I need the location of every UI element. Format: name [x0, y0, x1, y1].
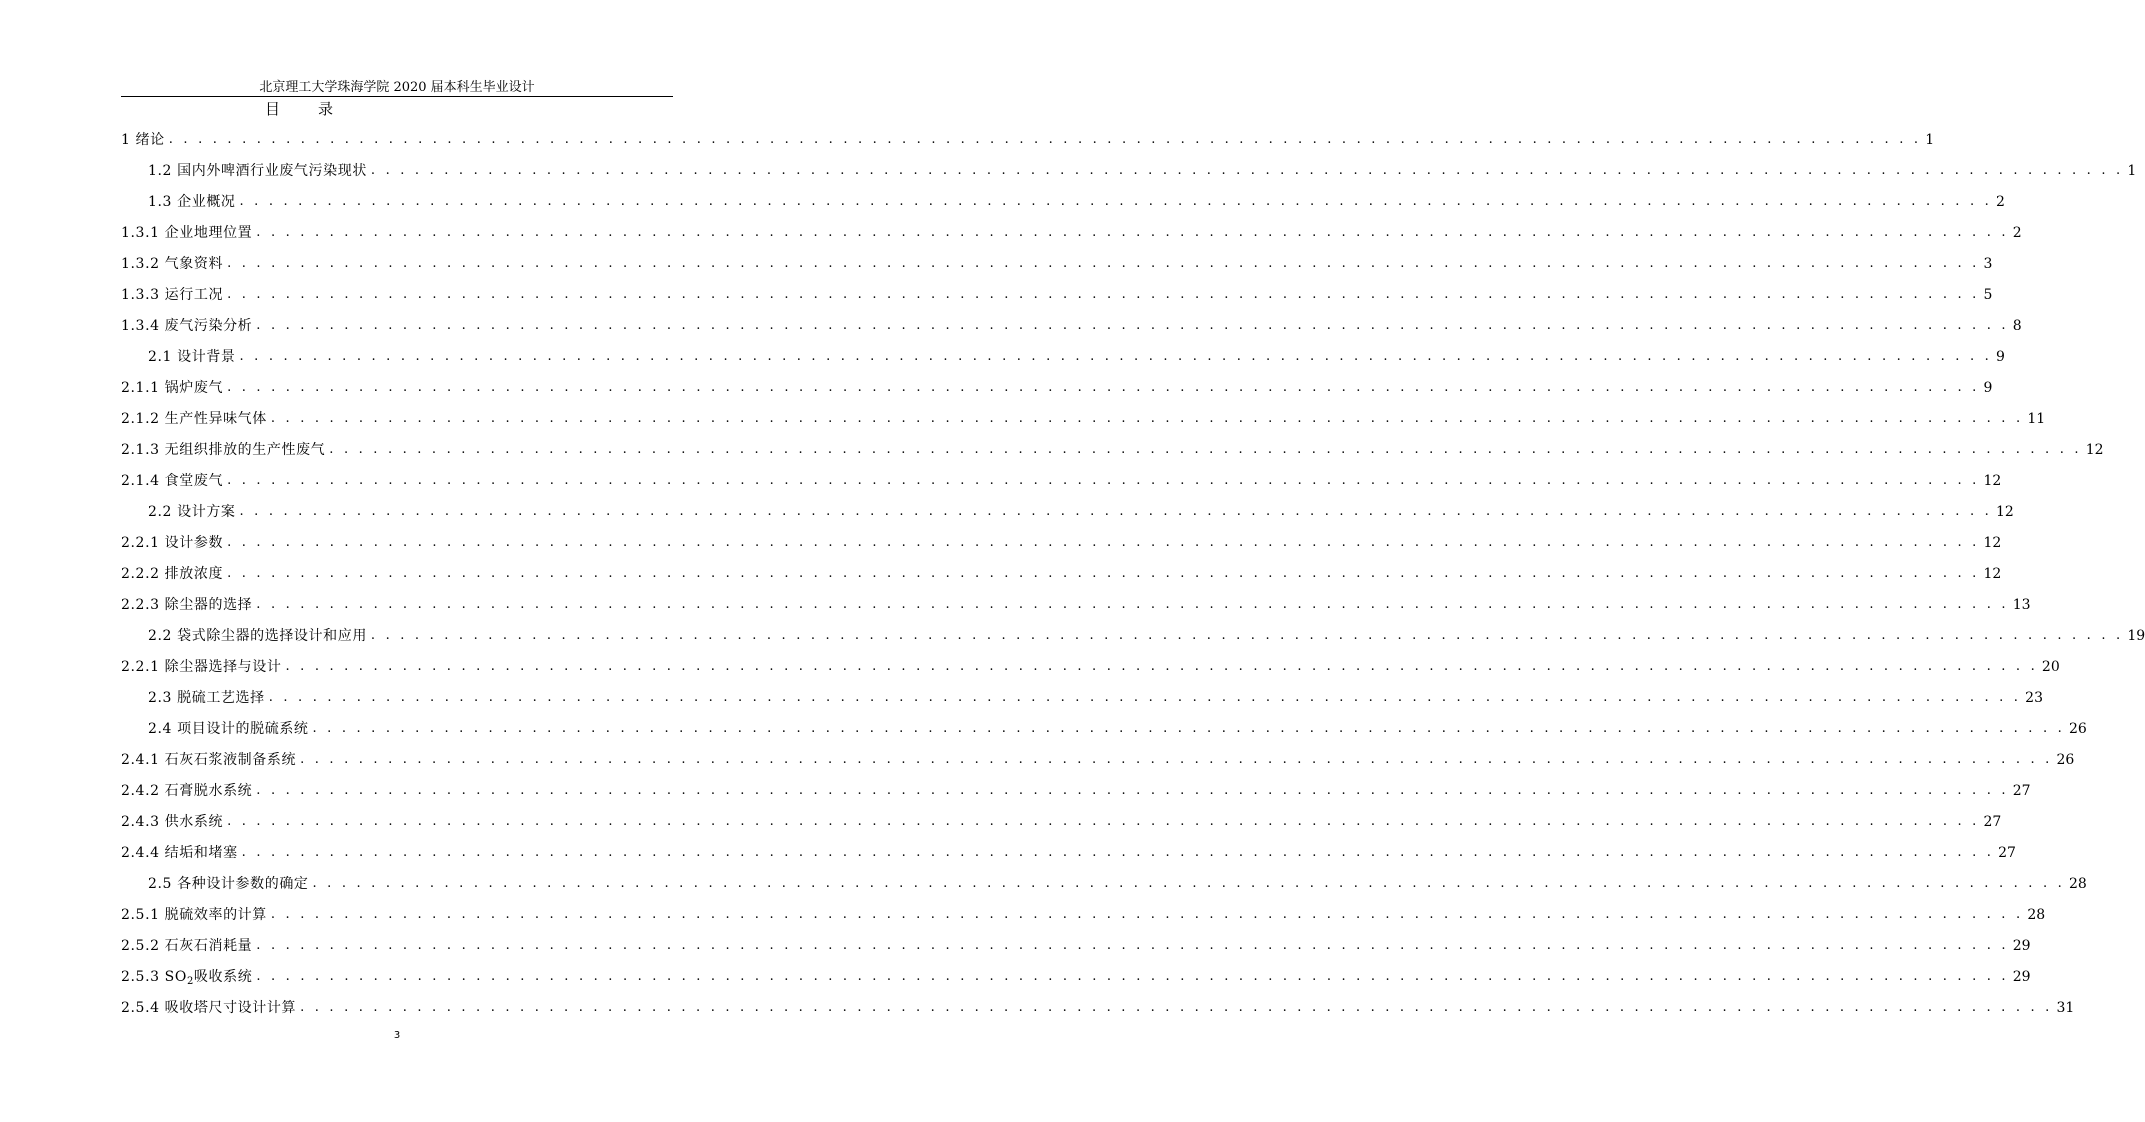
toc-entry[interactable] — [121, 868, 2087, 899]
toc-entry-label — [121, 472, 223, 490]
toc-entry-page: 1 — [1925, 131, 1935, 148]
toc-entry[interactable] — [121, 372, 1993, 403]
toc-entry[interactable] — [121, 248, 1993, 279]
page-header: 北京理工大学珠海学院 2020 届本科生毕业设计 — [259, 80, 535, 95]
toc-entry-page: 29 — [2012, 968, 2031, 985]
toc-dot-leader: . . . . . . . . . . . . . . . . . . . . . . . . . . . . . . . . . . . . . . . . . . . . . . . . . . . . . . . . . . . . . . . . . . . . . . . . . . . . . . . . . . . . . . . . . . . . . . . . . . . . . . . . . . . . . . . . . . . . . . . . — [227, 286, 1980, 302]
toc-dot-leader: . . . . . . . . . . . . . . . . . . . . . . . . . . . . . . . . . . . . . . . . . . . . . . . . . . . . . . . . . . . . . . . . . . . . . . . . . . . . . . . . . . . . . . . . . . . . . . . . . . . . . . . . . . . . . . . . . . . . . . . . — [300, 751, 2053, 767]
toc-entry-page: 13 — [2012, 596, 2031, 613]
toc-entry-page: 20 — [2041, 658, 2060, 675]
toc-entry-page: 8 — [2012, 317, 2022, 334]
toc-entry-label — [121, 286, 223, 304]
toc-dot-leader: . . . . . . . . . . . . . . . . . . . . . . . . . . . . . . . . . . . . . . . . . . . . . . . . . . . . . . . . . . . . . . . . . . . . . . . . . . . . . . . . . . . . . . . . . . . . . . . . . . . . . . . . . . . . . . . . . . . . . . . . — [256, 224, 2009, 240]
toc-dot-leader: . . . . . . . . . . . . . . . . . . . . . . . . . . . . . . . . . . . . . . . . . . . . . . . . . . . . . . . . . . . . . . . . . . . . . . . . . . . . . . . . . . . . . . . . . . . . . . . . . . . . . . . . . . . . . . . . . . . . . . . . — [239, 348, 1992, 364]
toc-entry-label — [148, 162, 367, 180]
toc-entry-page: 11 — [2027, 410, 2046, 427]
toc-dot-leader: . . . . . . . . . . . . . . . . . . . . . . . . . . . . . . . . . . . . . . . . . . . . . . . . . . . . . . . . . . . . . . . . . . . . . . . . . . . . . . . . . . . . . . . . . . . . . . . . . . . . . . . . . . . . . . . . . . . . . . . . — [300, 999, 2053, 1015]
toc-entry-label-text: 2.1 设计背景 — [148, 348, 236, 365]
toc-dot-leader: . . . . . . . . . . . . . . . . . . . . . . . . . . . . . . . . . . . . . . . . . . . . . . . . . . . . . . . . . . . . . . . . . . . . . . . . . . . . . . . . . . . . . . . . . . . . . . . . . . . . . . . . . . . . . . . . . . . . . . . . — [239, 503, 1992, 519]
toc-entry-label — [121, 565, 223, 583]
toc-entry-label-text: 2.1.3 无组织排放的生产性废气 — [121, 441, 326, 458]
toc-entry-label-text: 1.3 企业概况 — [148, 193, 236, 210]
toc-entry-label — [121, 844, 238, 862]
toc-dot-leader: . . . . . . . . . . . . . . . . . . . . . . . . . . . . . . . . . . . . . . . . . . . . . . . . . . . . . . . . . . . . . . . . . . . . . . . . . . . . . . . . . . . . . . . . . . . . . . . . . . . . . . . . . . . . . . . . . . . . . . . . — [270, 906, 2024, 922]
toc-entry[interactable] — [121, 837, 2016, 868]
toc-entry[interactable] — [121, 806, 2002, 837]
toc-entry-label-text: 1.2 国内外啤酒行业废气污染现状 — [148, 162, 367, 179]
header-rule — [121, 96, 673, 97]
toc-entry-label — [121, 813, 223, 831]
toc-dot-leader: . . . . . . . . . . . . . . . . . . . . . . . . . . . . . . . . . . . . . . . . . . . . . . . . . . . . . . . . . . . . . . . . . . . . . . . . . . . . . . . . . . . . . . . . . . . . . . . . . . . . . . . . . . . . . . . . . . . . . . . . — [312, 875, 2065, 891]
toc-entry[interactable] — [121, 682, 2043, 713]
toc-entry-label-text: 2.2.1 除尘器选择与设计 — [121, 658, 282, 675]
toc-entry-label-text: 2.2.3 除尘器的选择 — [121, 596, 253, 613]
toc-entry-label — [148, 348, 236, 366]
toc-entry-page: 28 — [2027, 906, 2046, 923]
toc-entry-label-text: 1.3.2 气象资料 — [121, 255, 224, 272]
toc-entry-label — [121, 751, 296, 769]
toc-entry-label — [121, 410, 267, 428]
toc-entry-page: 3 — [1983, 255, 1993, 272]
toc-dot-leader: . . . . . . . . . . . . . . . . . . . . . . . . . . . . . . . . . . . . . . . . . . . . . . . . . . . . . . . . . . . . . . . . . . . . . . . . . . . . . . . . . . . . . . . . . . . . . . . . . . . . . . . . . . . . . . . . . . . . . . . . — [256, 937, 2009, 953]
toc-entry[interactable] — [121, 558, 2002, 589]
toc-entry-label-text: 2.3 脱硫工艺选择 — [148, 689, 265, 706]
toc-title-left: 目 — [265, 100, 281, 118]
toc-entry-label-text: 2.5.3 SO — [121, 968, 187, 985]
toc-entry-label — [121, 596, 252, 614]
toc-entry-page: 26 — [2056, 751, 2075, 768]
toc-entry-page: 19 — [2127, 627, 2145, 644]
toc-entry-page: 2 — [2012, 224, 2022, 241]
toc-entry[interactable] — [121, 713, 2087, 744]
toc-entry[interactable] — [121, 899, 2046, 930]
toc-entry-label-text: 2.2 设计方案 — [148, 503, 236, 520]
toc-entry-page: 12 — [1983, 472, 2002, 489]
toc-dot-leader: . . . . . . . . . . . . . . . . . . . . . . . . . . . . . . . . . . . . . . . . . . . . . . . . . . . . . . . . . . . . . . . . . . . . . . . . . . . . . . . . . . . . . . . . . . . . . . . . . . . . . . . . . . . . . . . . . . . . . . . . — [268, 689, 2022, 705]
toc-entry[interactable] — [121, 961, 2031, 992]
table-of-contents — [121, 124, 2145, 1023]
toc-entry-label-text: 1.3.4 废气污染分析 — [121, 317, 253, 334]
toc-entry-label — [121, 782, 252, 800]
toc-entry-label — [148, 875, 309, 893]
toc-entry[interactable] — [121, 527, 2002, 558]
toc-entry-label — [121, 317, 252, 335]
toc-entry-page: 12 — [1983, 534, 2002, 551]
toc-entry-label-text: 2.4.4 结垢和堵塞 — [121, 844, 238, 861]
toc-entry-label-text: 2.5.1 脱硫效率的计算 — [121, 906, 267, 923]
toc-entry[interactable] — [121, 155, 2137, 186]
toc-entry-label — [121, 937, 252, 955]
toc-entry[interactable] — [121, 403, 2046, 434]
toc-entry-label — [121, 379, 223, 397]
toc-dot-leader: . . . . . . . . . . . . . . . . . . . . . . . . . . . . . . . . . . . . . . . . . . . . . . . . . . . . . . . . . . . . . . . . . . . . . . . . . . . . . . . . . . . . . . . . . . . . . . . . . . . . . . . . . . . . . . . . . . . . . . . . — [168, 131, 1922, 147]
toc-entry-page: 2 — [1995, 193, 2005, 210]
toc-entry-page: 12 — [1995, 503, 2014, 520]
toc-entry[interactable] — [121, 589, 2031, 620]
toc-entry-label-text: 2.2 袋式除尘器的选择设计和应用 — [148, 627, 367, 644]
toc-entry-page: 27 — [2012, 782, 2031, 799]
toc-entry-label-text: 1.3.1 企业地理位置 — [121, 224, 253, 241]
toc-entry-label-text: 2.1.1 锅炉废气 — [121, 379, 224, 396]
toc-entry-label — [121, 658, 281, 676]
toc-entry[interactable] — [121, 651, 2060, 682]
toc-dot-leader: . . . . . . . . . . . . . . . . . . . . . . . . . . . . . . . . . . . . . . . . . . . . . . . . . . . . . . . . . . . . . . . . . . . . . . . . . . . . . . . . . . . . . . . . . . . . . . . . . . . . . . . . . . . . . . . . . . . . . . . . — [227, 472, 1980, 488]
toc-dot-leader: . . . . . . . . . . . . . . . . . . . . . . . . . . . . . . . . . . . . . . . . . . . . . . . . . . . . . . . . . . . . . . . . . . . . . . . . . . . . . . . . . . . . . . . . . . . . . . . . . . . . . . . . . . . . . . . . . . . . . . . . — [241, 844, 1995, 860]
toc-dot-leader: . . . . . . . . . . . . . . . . . . . . . . . . . . . . . . . . . . . . . . . . . . . . . . . . . . . . . . . . . . . . . . . . . . . . . . . . . . . . . . . . . . . . . . . . . . . . . . . . . . . . . . . . . . . . . . . . . . . . . . . . — [256, 596, 2009, 612]
toc-entry-label — [121, 224, 252, 242]
toc-dot-leader: . . . . . . . . . . . . . . . . . . . . . . . . . . . . . . . . . . . . . . . . . . . . . . . . . . . . . . . . . . . . . . . . . . . . . . . . . . . . . . . . . . . . . . . . . . . . . . . . . . . . . . . . . . . . . . . . . . . . . . . . — [256, 317, 2009, 333]
toc-entry-label-text: 2.5.4 吸收塔尺寸设计计算 — [121, 999, 297, 1016]
toc-entry-page: 1 — [2127, 162, 2137, 179]
toc-title-right: 录 — [318, 100, 334, 118]
toc-entry-label — [148, 503, 236, 521]
toc-entry-label-text: 2.4.2 石膏脱水系统 — [121, 782, 253, 799]
toc-dot-leader: . . . . . . . . . . . . . . . . . . . . . . . . . . . . . . . . . . . . . . . . . . . . . . . . . . . . . . . . . . . . . . . . . . . . . . . . . . . . . . . . . . . . . . . . . . . . . . . . . . . . . . . . . . . . . . . . . . . . . . . . — [285, 658, 2038, 674]
toc-entry-label-text: 1 绪论 — [121, 131, 165, 148]
toc-dot-leader: . . . . . . . . . . . . . . . . . . . . . . . . . . . . . . . . . . . . . . . . . . . . . . . . . . . . . . . . . . . . . . . . . . . . . . . . . . . . . . . . . . . . . . . . . . . . . . . . . . . . . . . . . . . . . . . . . . . . . . . . — [227, 379, 1980, 395]
toc-entry[interactable] — [121, 992, 2075, 1023]
toc-entry-label — [121, 255, 223, 273]
toc-entry-label — [121, 906, 267, 924]
toc-entry-label-suffix: 吸收系统 — [193, 968, 253, 985]
toc-entry-label — [121, 441, 325, 459]
toc-dot-leader: . . . . . . . . . . . . . . . . . . . . . . . . . . . . . . . . . . . . . . . . . . . . . . . . . . . . . . . . . . . . . . . . . . . . . . . . . . . . . . . . . . . . . . . . . . . . . . . . . . . . . . . . . . . . . . . . . . . . . . . . — [270, 410, 2024, 426]
toc-entry-label-text: 2.5 各种设计参数的确定 — [148, 875, 309, 892]
toc-entry-label-text: 2.4.1 石灰石浆液制备系统 — [121, 751, 297, 768]
toc-entry-label — [121, 968, 252, 986]
toc-dot-leader: . . . . . . . . . . . . . . . . . . . . . . . . . . . . . . . . . . . . . . . . . . . . . . . . . . . . . . . . . . . . . . . . . . . . . . . . . . . . . . . . . . . . . . . . . . . . . . . . . . . . . . . . . . . . . . . . . . . . . . . . — [227, 813, 1980, 829]
toc-entry-page: 31 — [2056, 999, 2075, 1016]
toc-entry[interactable] — [121, 930, 2031, 961]
toc-entry[interactable] — [121, 775, 2031, 806]
toc-entry-page: 5 — [1983, 286, 1993, 303]
toc-dot-leader: . . . . . . . . . . . . . . . . . . . . . . . . . . . . . . . . . . . . . . . . . . . . . . . . . . . . . . . . . . . . . . . . . . . . . . . . . . . . . . . . . . . . . . . . . . . . . . . . . . . . . . . . . . . . . . . . . . . . . . . . — [256, 782, 2009, 798]
toc-entry-label-text: 1.3.3 运行工况 — [121, 286, 224, 303]
toc-title — [265, 100, 333, 118]
toc-entry-label — [121, 131, 165, 149]
toc-entry-page: 28 — [2068, 875, 2087, 892]
toc-dot-leader: . . . . . . . . . . . . . . . . . . . . . . . . . . . . . . . . . . . . . . . . . . . . . . . . . . . . . . . . . . . . . . . . . . . . . . . . . . . . . . . . . . . . . . . . . . . . . . . . . . . . . . . . . . . . . . . . . . . . . . . . — [370, 162, 2124, 178]
toc-entry[interactable] — [121, 217, 2022, 248]
toc-dot-leader: . . . . . . . . . . . . . . . . . . . . . . . . . . . . . . . . . . . . . . . . . . . . . . . . . . . . . . . . . . . . . . . . . . . . . . . . . . . . . . . . . . . . . . . . . . . . . . . . . . . . . . . . . . . . . . . . . . . . . . . . — [227, 534, 1980, 550]
toc-entry[interactable] — [121, 341, 2005, 372]
toc-entry-page: 27 — [1998, 844, 2016, 861]
toc-dot-leader: . . . . . . . . . . . . . . . . . . . . . . . . . . . . . . . . . . . . . . . . . . . . . . . . . . . . . . . . . . . . . . . . . . . . . . . . . . . . . . . . . . . . . . . . . . . . . . . . . . . . . . . . . . . . . . . . . . . . . . . . — [227, 565, 1980, 581]
toc-entry-page: 9 — [1995, 348, 2005, 365]
toc-entry-page: 9 — [1983, 379, 1993, 396]
toc-entry-label-subscript: 2 — [186, 975, 194, 987]
toc-entry[interactable] — [121, 310, 2022, 341]
toc-dot-leader: . . . . . . . . . . . . . . . . . . . . . . . . . . . . . . . . . . . . . . . . . . . . . . . . . . . . . . . . . . . . . . . . . . . . . . . . . . . . . . . . . . . . . . . . . . . . . . . . . . . . . . . . . . . . . . . . . . . . . . . . — [256, 968, 2009, 984]
toc-entry-label-text: 2.1.4 食堂废气 — [121, 472, 224, 489]
toc-entry-label — [148, 720, 309, 738]
toc-entry-label — [121, 999, 296, 1017]
toc-entry[interactable] — [121, 496, 2014, 527]
toc-entry[interactable] — [121, 744, 2075, 775]
page-number: 3 — [393, 1030, 401, 1041]
toc-entry[interactable] — [121, 465, 2002, 496]
toc-entry[interactable] — [121, 124, 1935, 155]
toc-dot-leader: . . . . . . . . . . . . . . . . . . . . . . . . . . . . . . . . . . . . . . . . . . . . . . . . . . . . . . . . . . . . . . . . . . . . . . . . . . . . . . . . . . . . . . . . . . . . . . . . . . . . . . . . . . . . . . . . . . . . . . . . — [239, 193, 1992, 209]
toc-dot-leader: . . . . . . . . . . . . . . . . . . . . . . . . . . . . . . . . . . . . . . . . . . . . . . . . . . . . . . . . . . . . . . . . . . . . . . . . . . . . . . . . . . . . . . . . . . . . . . . . . . . . . . . . . . . . . . . . . . . . . . . . — [227, 255, 1980, 271]
toc-entry-label-text: 2.2.1 设计参数 — [121, 534, 224, 551]
toc-entry-label — [121, 534, 223, 552]
toc-entry-label-text: 2.2.2 排放浓度 — [121, 565, 224, 582]
toc-entry-label-text: 2.1.2 生产性异味气体 — [121, 410, 267, 427]
toc-entry-page: 12 — [2085, 441, 2104, 458]
toc-entry-page: 12 — [1983, 565, 2002, 582]
toc-entry-label-text: 2.4.3 供水系统 — [121, 813, 224, 830]
toc-entry-label-text: 2.5.2 石灰石消耗量 — [121, 937, 253, 954]
toc-entry-page: 29 — [2012, 937, 2031, 954]
toc-entry[interactable] — [121, 279, 1993, 310]
toc-entry-label — [148, 193, 236, 211]
toc-entry-page: 27 — [1983, 813, 2002, 830]
toc-entry-page: 26 — [2068, 720, 2087, 737]
toc-entry-page: 23 — [2025, 689, 2043, 706]
toc-entry-label — [148, 627, 367, 645]
toc-entry-label — [148, 689, 265, 707]
toc-dot-leader: . . . . . . . . . . . . . . . . . . . . . . . . . . . . . . . . . . . . . . . . . . . . . . . . . . . . . . . . . . . . . . . . . . . . . . . . . . . . . . . . . . . . . . . . . . . . . . . . . . . . . . . . . . . . . . . . . . . . . . . . — [370, 627, 2124, 643]
toc-dot-leader: . . . . . . . . . . . . . . . . . . . . . . . . . . . . . . . . . . . . . . . . . . . . . . . . . . . . . . . . . . . . . . . . . . . . . . . . . . . . . . . . . . . . . . . . . . . . . . . . . . . . . . . . . . . . . . . . . . . . . . . . — [329, 441, 2082, 457]
toc-entry[interactable] — [121, 434, 2104, 465]
toc-entry-label-text: 2.4 项目设计的脱硫系统 — [148, 720, 309, 737]
toc-entry[interactable] — [121, 186, 2005, 217]
toc-dot-leader: . . . . . . . . . . . . . . . . . . . . . . . . . . . . . . . . . . . . . . . . . . . . . . . . . . . . . . . . . . . . . . . . . . . . . . . . . . . . . . . . . . . . . . . . . . . . . . . . . . . . . . . . . . . . . . . . . . . . . . . . — [312, 720, 2065, 736]
toc-entry[interactable] — [121, 620, 2145, 651]
